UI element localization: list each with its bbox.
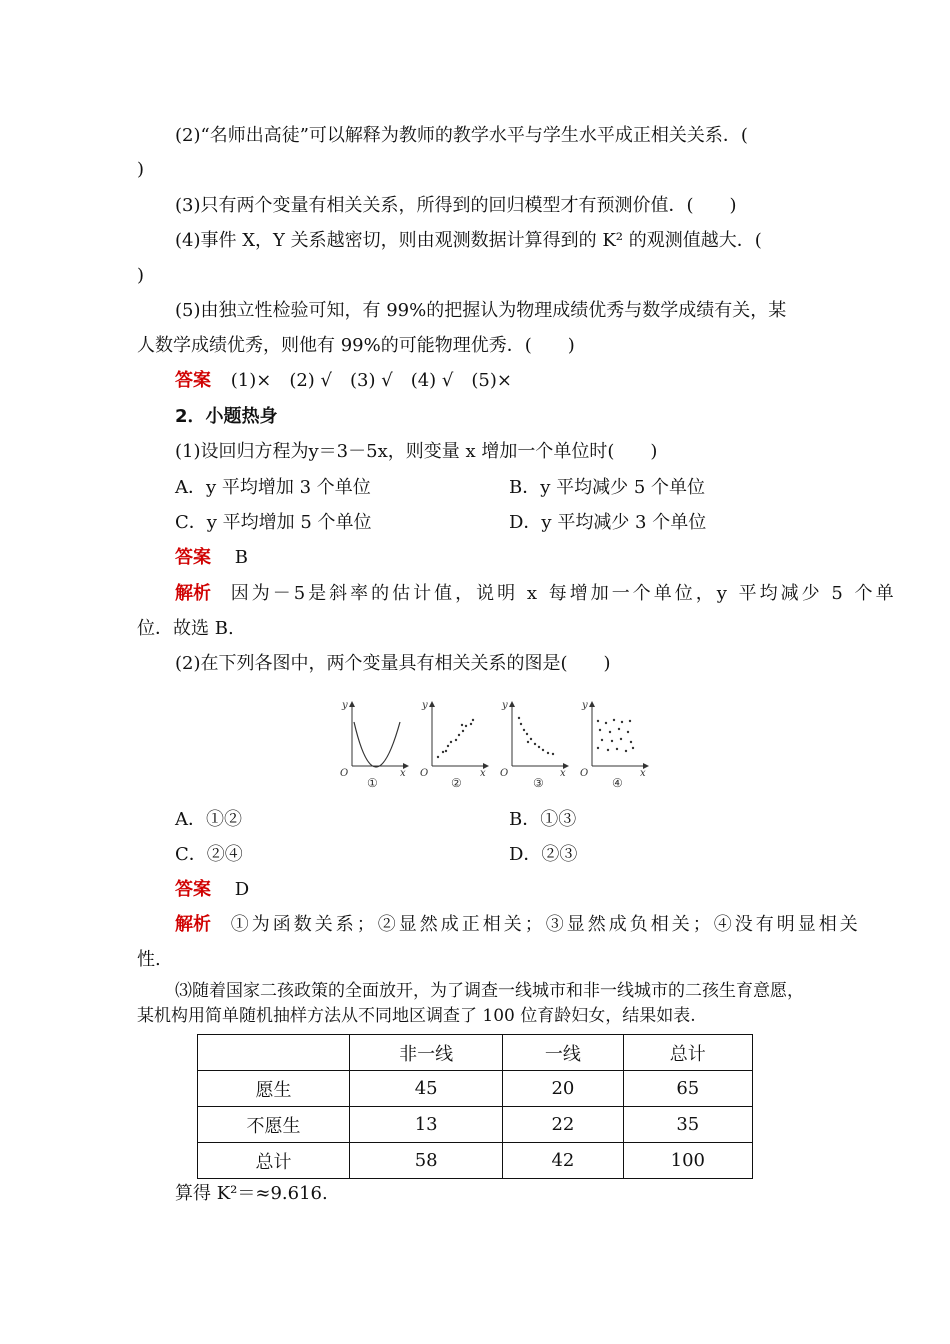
p2-analysis-line-2: 性. — [137, 949, 161, 970]
table-cell: 58 — [350, 1143, 503, 1179]
p1-analysis-label: 解析 — [175, 583, 211, 604]
figure-2 — [420, 700, 486, 790]
p3-result: 算得 K²＝≈9.616. — [175, 1183, 328, 1204]
fig1-x-label: x — [400, 768, 406, 779]
item-2-line-2: ) — [137, 159, 145, 180]
item-4-line-1: (4)事件 X，Y 关系越密切，则由观测数据计算得到的 K² 的观测值越大．( — [175, 230, 762, 251]
fig4-y-label: y — [582, 700, 588, 711]
p1-answer-label: 答案 — [175, 547, 211, 568]
item-3: (3)只有两个变量有相关关系，所得到的回归模型才有预测价值．( ) — [175, 195, 737, 216]
survey-table — [197, 1034, 753, 1179]
p2-answer-row — [175, 878, 249, 902]
table-row — [198, 1143, 753, 1179]
p1-option-c: C．y 平均增加 5 个单位 — [175, 512, 372, 533]
p1-option-b: B．y 平均减少 5 个单位 — [509, 477, 706, 498]
table-header-cell — [198, 1035, 350, 1071]
p1-analysis-text: 因为－5是斜率的估计值，说明 x 每增加一个单位，y 平均减少 5 个单 — [230, 583, 897, 604]
p2-answer: D — [234, 879, 250, 900]
item-2-line-1: (2)“名师出高徒”可以解释为教师的教学水平与学生水平成正相关关系．( — [175, 125, 748, 146]
fig2-label: ② — [451, 776, 462, 790]
table-cell: 22 — [503, 1107, 623, 1143]
p2-question: (2)在下列各图中，两个变量具有相关关系的图是( ) — [175, 653, 611, 674]
p1-analysis-line-2: 位．故选 B. — [137, 618, 234, 639]
fig2-y-label: y — [422, 700, 428, 711]
p1-option-a: A．y 平均增加 3 个单位 — [175, 477, 371, 498]
parabola-curve — [354, 722, 400, 767]
table-cell: 65 — [623, 1071, 752, 1107]
table-cell: 20 — [503, 1071, 623, 1107]
random-scatter-points — [597, 719, 634, 752]
p3-text-line-1: ⑶随着国家二孩政策的全面放开，为了调查一线城市和非一线城市的二孩生育意愿， — [175, 981, 804, 1001]
table-header-cell: 一线 — [503, 1035, 623, 1071]
fig2-x-label: x — [480, 768, 486, 779]
fig4-label: ④ — [612, 776, 623, 790]
answer-row-1 — [175, 369, 512, 393]
p2-option-d: D．②③ — [509, 844, 578, 865]
table-row — [198, 1071, 753, 1107]
table-row — [198, 1107, 753, 1143]
p2-answer-label: 答案 — [175, 879, 211, 900]
item-4-line-2: ) — [137, 265, 145, 286]
p1-answer: B — [234, 547, 248, 568]
p2-option-c: C．②④ — [175, 844, 243, 865]
p1-answer-row — [175, 546, 248, 570]
fig3-label: ③ — [533, 776, 544, 790]
table-cell: 100 — [623, 1143, 752, 1179]
answer-text: (1)× (2) √ (3) √ (4) √ (5)× — [230, 370, 512, 391]
fig3-origin: O — [500, 768, 509, 779]
p3-text-line-2: 某机构用简单随机抽样方法从不同地区调查了 100 位育龄妇女，结果如表. — [137, 1006, 696, 1026]
table-cell: 35 — [623, 1107, 752, 1143]
fig1-y-label: y — [342, 700, 348, 711]
p2-analysis-label: 解析 — [175, 914, 211, 935]
table-cell: 42 — [503, 1143, 623, 1179]
table-header-row — [198, 1035, 753, 1071]
table-cell: 愿生 — [198, 1071, 350, 1107]
fig4-origin: O — [580, 768, 589, 779]
fig3-x-label: x — [560, 768, 566, 779]
p2-analysis-row — [175, 913, 861, 937]
table-header-cell: 总计 — [623, 1035, 752, 1071]
item-5-line-1: (5)由独立性检验可知，有 99%的把握认为物理成绩优秀与数学成绩有关，某 — [175, 300, 787, 321]
p1-question: (1)设回归方程为y＝3－5x，则变量 x 增加一个单位时( ) — [175, 441, 658, 462]
positive-scatter-points — [437, 719, 474, 758]
figure-3 — [500, 700, 566, 790]
correlation-figures — [338, 696, 658, 796]
answer-label: 答案 — [175, 370, 211, 391]
p2-analysis-text: ①为函数关系；②显然成正相关；③显然成负相关；④没有明显相关 — [230, 914, 861, 935]
fig4-x-label: x — [640, 768, 646, 779]
p2-option-a: A．①② — [175, 809, 242, 830]
table-cell: 总计 — [198, 1143, 350, 1179]
fig3-y-label: y — [502, 700, 508, 711]
negative-scatter-points — [518, 717, 554, 755]
fig2-origin: O — [420, 768, 429, 779]
table-header-cell: 非一线 — [350, 1035, 503, 1071]
p1-analysis-row — [175, 582, 897, 606]
table-cell: 45 — [350, 1071, 503, 1107]
section-2-title: 2．小题热身 — [175, 406, 278, 427]
item-5-line-2: 人数学成绩优秀，则他有 99%的可能物理优秀．( ) — [137, 335, 575, 356]
fig1-origin: O — [340, 768, 349, 779]
p2-option-b: B．①③ — [509, 809, 577, 830]
figure-4 — [580, 700, 646, 790]
p1-option-d: D．y 平均减少 3 个单位 — [509, 512, 707, 533]
table-cell: 不愿生 — [198, 1107, 350, 1143]
fig1-label: ① — [367, 776, 378, 790]
table-cell: 13 — [350, 1107, 503, 1143]
figure-1 — [340, 700, 406, 790]
